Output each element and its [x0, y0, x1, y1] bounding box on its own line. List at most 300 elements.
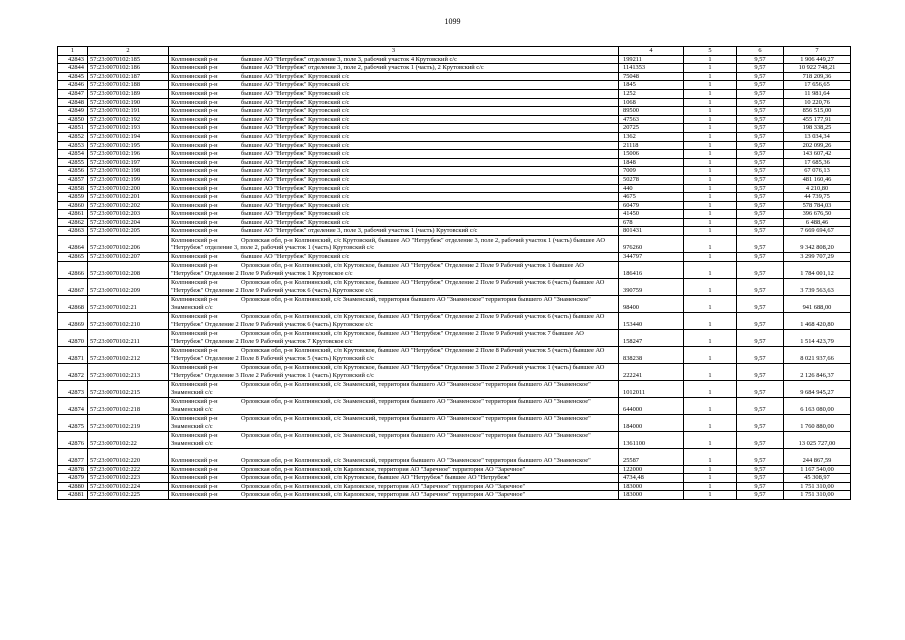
- plot-quantity: 1: [684, 72, 737, 81]
- plot-quantity: 1: [684, 431, 737, 448]
- address-text: Орловская обл, р-н Колпнянский, с/п Карловское, территория АО "Заречное" территория АО "Заречное": [241, 465, 526, 473]
- district-name: Колпнянский р-н: [171, 184, 218, 192]
- cadastral-number: 57:23:0070102:185: [88, 55, 169, 64]
- page-number: 1099: [444, 17, 461, 26]
- plot-quantity: 1: [684, 312, 737, 329]
- table-row: [58, 448, 851, 465]
- district-name: Колпнянский р-н: [171, 141, 218, 149]
- row-number: 42855: [58, 158, 88, 167]
- plot-area: 98400: [619, 295, 684, 312]
- cadastral-value: 455 177,91: [784, 115, 851, 124]
- plot-description: [169, 150, 619, 159]
- tax-rate: 9,57: [737, 201, 784, 210]
- plot-area: 644000: [619, 397, 684, 414]
- district-name: Колпнянский р-н: [171, 218, 218, 226]
- plot-area: 1845: [619, 81, 684, 90]
- address-text: Орловская обл, р-н Колпнянский, с/п Крутовское, бывшее АО "Нетрубеж" Отделение 2 Поле 9 Рабочий участок 7 бывшее АО "Нетрубеж" Отделение 2 Поле 9 Рабочий участок 7 Крутовское с/с: [171, 330, 584, 346]
- table-row: [58, 380, 851, 397]
- cadastral-number: 57:23:0070102:218: [88, 397, 169, 414]
- plot-area: 7009: [619, 167, 684, 176]
- cadastral-number: 57:23:0070102:197: [88, 158, 169, 167]
- plot-quantity: 1: [684, 414, 737, 431]
- tax-rate: 9,57: [737, 115, 784, 124]
- district-name: Колпнянский р-н: [171, 64, 218, 72]
- cadastral-value: 8 021 937,66: [784, 346, 851, 363]
- cadastral-value: 7 669 694,67: [784, 227, 851, 236]
- plot-area: 60479: [619, 201, 684, 210]
- plot-description: [169, 81, 619, 90]
- row-number: 42869: [58, 312, 88, 329]
- address-text: Орловская обл, р-н Колпнянский, с/п Крутовское, бывшее АО "Нетрубеж" Отделение 2 Поле 9 Рабочий участок 1 бывшее АО "Нетрубеж" Отделение 2 Поле 9 Рабочий участок 1 Крутовское с/с: [171, 262, 584, 278]
- plot-description: [169, 227, 619, 236]
- cadastral-number: 57:23:0070102:192: [88, 115, 169, 124]
- tax-rate: 9,57: [737, 210, 784, 219]
- table-row: [58, 184, 851, 193]
- plot-quantity: 1: [684, 261, 737, 278]
- plot-area: 1068: [619, 98, 684, 107]
- cadastral-number: 57:23:0070102:22: [88, 431, 169, 448]
- plot-quantity: 1: [684, 448, 737, 465]
- district-name: Колпнянский р-н: [171, 364, 218, 372]
- table-row: [58, 295, 851, 312]
- plot-description: [169, 448, 619, 465]
- plot-area: 153440: [619, 312, 684, 329]
- row-number: 42850: [58, 115, 88, 124]
- cadastral-value: 1 906 449,27: [784, 55, 851, 64]
- address-text: Орловская обл, р-н Колпнянский, с/с Знаменский, территория бывшего АО "Знаменское" территория бывшего АО "Знаменское": [241, 457, 591, 465]
- district-name: Колпнянский р-н: [171, 201, 218, 209]
- plot-area: 25587: [619, 448, 684, 465]
- cadastral-value: 13 034,34: [784, 132, 851, 141]
- cadastral-number: 57:23:0070102:206: [88, 236, 169, 253]
- table-row: [58, 278, 851, 295]
- plot-description: [169, 363, 619, 380]
- plot-area: 183000: [619, 491, 684, 500]
- table-row: [58, 201, 851, 210]
- plot-description: [169, 491, 619, 500]
- row-number: 42878: [58, 465, 88, 474]
- table-row: [58, 158, 851, 167]
- plot-description: [169, 253, 619, 262]
- cadastral-number: 57:23:0070102:194: [88, 132, 169, 141]
- cadastral-value: 941 688,00: [784, 295, 851, 312]
- district-name: Колпнянский р-н: [171, 107, 218, 115]
- plot-area: 976260: [619, 236, 684, 253]
- plot-quantity: 1: [684, 363, 737, 380]
- cadastral-value: 1 468 420,80: [784, 312, 851, 329]
- plot-description: [169, 261, 619, 278]
- plot-quantity: 1: [684, 465, 737, 474]
- tax-rate: 9,57: [737, 141, 784, 150]
- col-header: 1: [58, 47, 88, 56]
- plot-description: [169, 89, 619, 98]
- district-name: Колпнянский р-н: [171, 98, 218, 106]
- plot-quantity: 1: [684, 184, 737, 193]
- row-number: 42854: [58, 150, 88, 159]
- table-row: [58, 167, 851, 176]
- tax-rate: 9,57: [737, 158, 784, 167]
- address-text: бывшее АО "Нетрубеж" Крутовский с/с: [241, 158, 350, 166]
- address-text: бывшее АО "Нетрубеж" Крутовский с/с: [241, 115, 350, 123]
- district-name: Колпнянский р-н: [171, 465, 218, 473]
- cadastral-number: 57:23:0070102:202: [88, 201, 169, 210]
- table-row: [58, 397, 851, 414]
- table-row: [58, 491, 851, 500]
- cadastral-value: 1 751 310,00: [784, 491, 851, 500]
- plot-area: 1252: [619, 89, 684, 98]
- plot-description: [169, 431, 619, 448]
- tax-rate: 9,57: [737, 414, 784, 431]
- tax-rate: 9,57: [737, 236, 784, 253]
- plot-quantity: 1: [684, 81, 737, 90]
- address-text: бывшее АО "Нетрубеж" Крутовский с/с: [241, 107, 350, 115]
- address-text: бывшее АО "Нетрубеж" Крутовский с/с: [241, 175, 350, 183]
- plot-quantity: 1: [684, 150, 737, 159]
- plot-area: 50278: [619, 175, 684, 184]
- plot-description: [169, 329, 619, 346]
- row-number: 42871: [58, 346, 88, 363]
- cadastral-number: 57:23:0070102:208: [88, 261, 169, 278]
- cadastral-value: 1 751 310,00: [784, 482, 851, 491]
- tax-rate: 9,57: [737, 474, 784, 483]
- plot-quantity: 1: [684, 474, 737, 483]
- plot-description: [169, 218, 619, 227]
- cadastral-value: 202 099,26: [784, 141, 851, 150]
- plot-area: 89500: [619, 107, 684, 116]
- district-name: Колпнянский р-н: [171, 124, 218, 132]
- row-number: 42880: [58, 482, 88, 491]
- table-row: [58, 55, 851, 64]
- row-number: 42868: [58, 295, 88, 312]
- plot-description: [169, 346, 619, 363]
- plot-quantity: 1: [684, 346, 737, 363]
- plot-description: [169, 193, 619, 202]
- plot-area: 183000: [619, 482, 684, 491]
- plot-description: [169, 465, 619, 474]
- cadastral-number: 57:23:0070102:210: [88, 312, 169, 329]
- address-text: бывшее АО "Нетрубеж" Крутовский с/с: [241, 98, 350, 106]
- tax-rate: 9,57: [737, 482, 784, 491]
- cadastral-value: 1 514 423,79: [784, 329, 851, 346]
- address-text: бывшее АО "Нетрубеж" отделение 3, поле 2, рабочий участок 1 (часть), 2 Крутовский с/с: [241, 64, 484, 72]
- plot-quantity: 1: [684, 236, 737, 253]
- plot-quantity: 1: [684, 397, 737, 414]
- address-text: бывшее АО "Нетрубеж" Крутовский с/с: [241, 89, 350, 97]
- tax-rate: 9,57: [737, 193, 784, 202]
- table-row: [58, 482, 851, 491]
- plot-description: [169, 312, 619, 329]
- row-number: 42843: [58, 55, 88, 64]
- plot-area: 1012011: [619, 380, 684, 397]
- tax-rate: 9,57: [737, 81, 784, 90]
- table-row: [58, 329, 851, 346]
- plot-description: [169, 132, 619, 141]
- address-text: бывшее АО "Нетрубеж" отделение 3, поле 3, рабочий участок 4 Крутовский с/с: [241, 55, 457, 63]
- tax-rate: 9,57: [737, 55, 784, 64]
- row-number: 42864: [58, 236, 88, 253]
- district-name: Колпнянский р-н: [171, 432, 218, 440]
- address-text: Орловская обл, р-н Колпнянский, с/с Крутовский, бывшее АО "Нетрубеж" отделение 3, поле 2, рабочий участок 1 (часть) бывшее АО "Нетрубеж" отделение 3, поле 2, рабочий участок 1 (часть) Крутовский с/с: [171, 236, 605, 252]
- table-row: [58, 363, 851, 380]
- district-name: Колпнянский р-н: [171, 236, 218, 244]
- cadastral-value: 67 076,13: [784, 167, 851, 176]
- row-number: 42870: [58, 329, 88, 346]
- address-text: Орловская обл, р-н Колпнянский, с/п Крутовское, бывшее АО "Нетрубеж" бывшее АО "Нетрубеж": [241, 474, 511, 482]
- cadastral-number: 57:23:0070102:209: [88, 278, 169, 295]
- col-header: 4: [619, 47, 684, 56]
- table-row: [58, 431, 851, 448]
- address-text: бывшее АО "Нетрубеж" Крутовский с/с: [241, 193, 350, 201]
- district-name: Колпнянский р-н: [171, 398, 218, 406]
- address-text: бывшее АО "Нетрубеж" Крутовский с/с: [241, 184, 350, 192]
- plot-area: 678: [619, 218, 684, 227]
- address-text: Орловская обл, р-н Колпнянский, с/п Крутовское, бывшее АО "Нетрубеж" Отделение 3 Поле 2 Рабочий участок 1 (часть) бывшее АО "Нетрубеж" Отделение 3 Поле 2 Рабочий участок 1 (часть) Крутовский с/с: [171, 364, 605, 380]
- cadastral-value: 718 209,36: [784, 72, 851, 81]
- plot-area: 1361100: [619, 431, 684, 448]
- cadastral-number: 57:23:0070102:213: [88, 363, 169, 380]
- plot-quantity: 1: [684, 253, 737, 262]
- district-name: Колпнянский р-н: [171, 457, 218, 465]
- row-number: 42847: [58, 89, 88, 98]
- row-number: 42873: [58, 380, 88, 397]
- tax-rate: 9,57: [737, 167, 784, 176]
- cadastral-number: 57:23:0070102:212: [88, 346, 169, 363]
- table-row: [58, 98, 851, 107]
- row-number: 42846: [58, 81, 88, 90]
- address-text: Орловская обл, р-н Колпнянский, с/п Крутовское, бывшее АО "Нетрубеж" Отделение 2 Поле 9 Рабочий участок 6 (часть) бывшее АО "Нетрубеж" Отделение 2 Поле 9 Рабочий участок 6 (часть) Крутовское с/с: [171, 279, 605, 295]
- row-number: 42876: [58, 431, 88, 448]
- cadastral-number: 57:23:0070102:195: [88, 141, 169, 150]
- district-name: Колпнянский р-н: [171, 279, 218, 287]
- district-name: Колпнянский р-н: [171, 115, 218, 123]
- plot-quantity: 1: [684, 107, 737, 116]
- cadastral-value: 856 515,00: [784, 107, 851, 116]
- cadastral-number: 57:23:0070102:204: [88, 218, 169, 227]
- cadastral-number: 57:23:0070102:199: [88, 175, 169, 184]
- row-number: 42866: [58, 261, 88, 278]
- district-name: Колпнянский р-н: [171, 474, 218, 482]
- table-body: [58, 55, 851, 499]
- tax-rate: 9,57: [737, 64, 784, 73]
- cadastral-value: 2 126 846,37: [784, 363, 851, 380]
- address-text: Орловская обл, р-н Колпнянский, с/с Знаменский, территория бывшего АО "Знаменское" территория бывшего АО "Знаменское" Знаменский с/с: [171, 415, 591, 431]
- address-text: бывшее АО "Нетрубеж" Крутовский с/с: [241, 150, 350, 158]
- tax-rate: 9,57: [737, 312, 784, 329]
- land-plot-table: [57, 46, 851, 500]
- row-number: 42865: [58, 253, 88, 262]
- row-number: 42852: [58, 132, 88, 141]
- row-number: 42851: [58, 124, 88, 133]
- district-name: Колпнянский р-н: [171, 313, 218, 321]
- plot-quantity: 1: [684, 295, 737, 312]
- cadastral-value: 6 163 080,00: [784, 397, 851, 414]
- cadastral-value: 45 308,97: [784, 474, 851, 483]
- plot-description: [169, 236, 619, 253]
- row-number: 42848: [58, 98, 88, 107]
- cadastral-number: 57:23:0070102:215: [88, 380, 169, 397]
- table-row: [58, 465, 851, 474]
- plot-description: [169, 141, 619, 150]
- table-row: [58, 64, 851, 73]
- row-number: 42856: [58, 167, 88, 176]
- cadastral-value: 44 739,75: [784, 193, 851, 202]
- cadastral-number: 57:23:0070102:193: [88, 124, 169, 133]
- table-row: [58, 72, 851, 81]
- row-number: 42858: [58, 184, 88, 193]
- district-name: Колпнянский р-н: [171, 158, 218, 166]
- row-number: 42874: [58, 397, 88, 414]
- table-row: [58, 132, 851, 141]
- tax-rate: 9,57: [737, 98, 784, 107]
- district-name: Колпнянский р-н: [171, 253, 218, 261]
- plot-quantity: 1: [684, 491, 737, 500]
- plot-description: [169, 474, 619, 483]
- tax-rate: 9,57: [737, 431, 784, 448]
- cadastral-value: 10 922 748,21: [784, 64, 851, 73]
- cadastral-number: 57:23:0070102:191: [88, 107, 169, 116]
- cadastral-number: 57:23:0070102:198: [88, 167, 169, 176]
- tax-rate: 9,57: [737, 124, 784, 133]
- row-number: 42872: [58, 363, 88, 380]
- tax-rate: 9,57: [737, 448, 784, 465]
- address-text: бывшее АО "Нетрубеж" Крутовский с/с: [241, 253, 350, 261]
- plot-area: 440: [619, 184, 684, 193]
- tax-rate: 9,57: [737, 295, 784, 312]
- cadastral-number: 57:23:0070102:224: [88, 482, 169, 491]
- plot-quantity: 1: [684, 89, 737, 98]
- cadastral-value: 481 160,46: [784, 175, 851, 184]
- district-name: Колпнянский р-н: [171, 150, 218, 158]
- row-number: 42849: [58, 107, 88, 116]
- row-number: 42877: [58, 448, 88, 465]
- table-row: [58, 253, 851, 262]
- plot-description: [169, 98, 619, 107]
- plot-quantity: 1: [684, 210, 737, 219]
- tax-rate: 9,57: [737, 184, 784, 193]
- plot-area: 199211: [619, 55, 684, 64]
- district-name: Колпнянский р-н: [171, 81, 218, 89]
- table-row: [58, 227, 851, 236]
- district-name: Колпнянский р-н: [171, 347, 218, 355]
- plot-quantity: 1: [684, 218, 737, 227]
- plot-area: 184000: [619, 414, 684, 431]
- plot-quantity: 1: [684, 329, 737, 346]
- plot-description: [169, 210, 619, 219]
- plot-quantity: 1: [684, 158, 737, 167]
- tax-rate: 9,57: [737, 346, 784, 363]
- plot-area: 801431: [619, 227, 684, 236]
- district-name: Колпнянский р-н: [171, 415, 218, 423]
- row-number: 42861: [58, 210, 88, 219]
- row-number: 42863: [58, 227, 88, 236]
- row-number: 42867: [58, 278, 88, 295]
- cadastral-number: 57:23:0070102:207: [88, 253, 169, 262]
- district-name: Колпнянский р-н: [171, 491, 218, 499]
- cadastral-number: 57:23:0070102:188: [88, 81, 169, 90]
- table-row: [58, 115, 851, 124]
- cadastral-number: 57:23:0070102:187: [88, 72, 169, 81]
- district-name: Колпнянский р-н: [171, 89, 218, 97]
- plot-quantity: 1: [684, 98, 737, 107]
- plot-description: [169, 124, 619, 133]
- plot-quantity: 1: [684, 175, 737, 184]
- plot-description: [169, 201, 619, 210]
- plot-quantity: 1: [684, 193, 737, 202]
- cadastral-value: 11 981,64: [784, 89, 851, 98]
- cadastral-number: 57:23:0070102:222: [88, 465, 169, 474]
- plot-description: [169, 380, 619, 397]
- row-number: 42844: [58, 64, 88, 73]
- cadastral-number: 57:23:0070102:225: [88, 491, 169, 500]
- address-text: Орловская обл, р-н Колпнянский, с/п Крутовское, бывшее АО "Нетрубеж" Отделение 2 Поле 9 Рабочий участок 6 (часть) бывшее АО "Нетрубеж" Отделение 2 Поле 9 Рабочий участок 6 (часть) Крутовское с/с: [171, 313, 605, 329]
- cadastral-value: 1 784 001,12: [784, 261, 851, 278]
- plot-quantity: 1: [684, 115, 737, 124]
- plot-area: 186416: [619, 261, 684, 278]
- plot-quantity: 1: [684, 227, 737, 236]
- tax-rate: 9,57: [737, 218, 784, 227]
- table-row: [58, 124, 851, 133]
- table-row: [58, 210, 851, 219]
- cadastral-number: 57:23:0070102:223: [88, 474, 169, 483]
- tax-rate: 9,57: [737, 363, 784, 380]
- tax-rate: 9,57: [737, 107, 784, 116]
- plot-area: 838238: [619, 346, 684, 363]
- cadastral-value: 198 338,25: [784, 124, 851, 133]
- tax-rate: 9,57: [737, 491, 784, 500]
- table-row: [58, 414, 851, 431]
- row-number: 42875: [58, 414, 88, 431]
- cadastral-value: 13 025 727,00: [784, 431, 851, 448]
- cadastral-number: 57:23:0070102:205: [88, 227, 169, 236]
- plot-description: [169, 167, 619, 176]
- table-row: [58, 236, 851, 253]
- plot-area: 4734,48: [619, 474, 684, 483]
- tax-rate: 9,57: [737, 329, 784, 346]
- cadastral-value: 9 342 808,20: [784, 236, 851, 253]
- table-row: [58, 150, 851, 159]
- plot-quantity: 1: [684, 132, 737, 141]
- row-number: 42862: [58, 218, 88, 227]
- plot-area: 122000: [619, 465, 684, 474]
- plot-description: [169, 107, 619, 116]
- district-name: Колпнянский р-н: [171, 210, 218, 218]
- plot-area: 20725: [619, 124, 684, 133]
- district-name: Колпнянский р-н: [171, 381, 218, 389]
- plot-area: 47563: [619, 115, 684, 124]
- plot-area: 1848: [619, 158, 684, 167]
- plot-quantity: 1: [684, 167, 737, 176]
- address-text: бывшее АО "Нетрубеж" Крутовский с/с: [241, 72, 350, 80]
- address-text: бывшее АО "Нетрубеж" Крутовский с/с: [241, 167, 350, 175]
- cadastral-value: 1 167 540,00: [784, 465, 851, 474]
- table-row: [58, 175, 851, 184]
- cadastral-number: 57:23:0070102:189: [88, 89, 169, 98]
- plot-quantity: 1: [684, 124, 737, 133]
- cadastral-value: 396 676,50: [784, 210, 851, 219]
- cadastral-value: 143 607,42: [784, 150, 851, 159]
- row-number: 42853: [58, 141, 88, 150]
- cadastral-number: 57:23:0070102:219: [88, 414, 169, 431]
- table-row: [58, 141, 851, 150]
- district-name: Колпнянский р-н: [171, 193, 218, 201]
- address-text: Орловская обл, р-н Колпнянский, с/п Карловское, территория АО "Заречное" территория АО "Заречное": [241, 482, 526, 490]
- col-header: 7: [784, 47, 851, 56]
- address-text: бывшее АО "Нетрубеж" Крутовский с/с: [241, 141, 350, 149]
- plot-description: [169, 115, 619, 124]
- tax-rate: 9,57: [737, 465, 784, 474]
- tax-rate: 9,57: [737, 132, 784, 141]
- col-header: 5: [684, 47, 737, 56]
